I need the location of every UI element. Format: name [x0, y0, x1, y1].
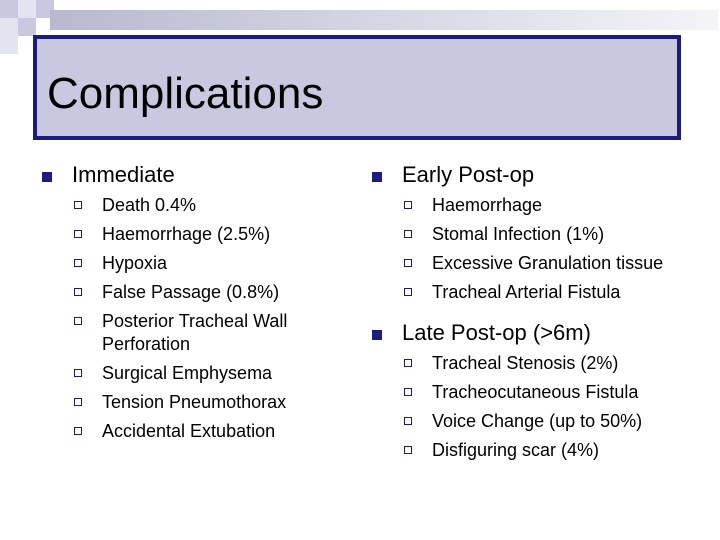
list-item — [70, 420, 340, 443]
filled-square-icon — [372, 330, 382, 340]
list-item-text: Disfiguring scar (4%) — [432, 440, 600, 460]
hollow-square-icon — [404, 359, 412, 367]
list-item — [70, 252, 340, 275]
list-item — [400, 223, 715, 246]
list-item-text: Haemorrhage — [432, 195, 543, 215]
list-item — [400, 194, 715, 217]
list-item-text: Hypoxia — [102, 253, 168, 273]
section-heading: Immediate — [72, 162, 175, 187]
list-item — [70, 194, 340, 217]
decorative-square — [0, 36, 18, 54]
list-item-text: Voice Change (up to 50%) — [432, 411, 643, 431]
hollow-square-icon — [404, 388, 412, 396]
decorative-square — [0, 0, 18, 18]
decorative-square — [0, 18, 18, 36]
hollow-square-icon — [404, 230, 412, 238]
list-item-text: False Passage (0.8%) — [102, 282, 280, 302]
list-item — [70, 391, 340, 414]
decorative-square — [18, 0, 36, 18]
list-item-text: Stomal Infection (1%) — [432, 224, 605, 244]
list-item-text: Tracheal Stenosis (2%) — [432, 353, 619, 373]
hollow-square-icon — [404, 417, 412, 425]
section-heading: Early Post-op — [402, 162, 535, 187]
column-right — [370, 160, 715, 468]
list-item — [400, 352, 715, 375]
decorative-square — [18, 18, 36, 36]
hollow-square-icon — [404, 446, 412, 454]
hollow-square-icon — [74, 317, 82, 325]
list-item-text: Death 0.4% — [102, 195, 197, 215]
section-heading: Late Post-op (>6m) — [402, 320, 591, 345]
list-item — [70, 310, 340, 356]
hollow-square-icon — [404, 288, 412, 296]
hollow-square-icon — [74, 398, 82, 406]
list-item — [400, 410, 715, 433]
list-item-text: Tracheal Arterial Fistula — [432, 282, 621, 302]
column-left — [40, 160, 340, 449]
list-item — [400, 252, 715, 275]
hollow-square-icon — [74, 369, 82, 377]
hollow-square-icon — [74, 288, 82, 296]
list-item — [400, 281, 715, 304]
hollow-square-icon — [74, 259, 82, 267]
section-early-post-op — [370, 160, 715, 190]
list-item — [70, 223, 340, 246]
hollow-square-icon — [74, 427, 82, 435]
list-item-text: Excessive Granulation tissue — [432, 253, 664, 273]
list-item-text: Accidental Extubation — [102, 421, 276, 441]
filled-square-icon — [372, 172, 382, 182]
list-item — [400, 439, 715, 462]
hollow-square-icon — [74, 201, 82, 209]
list-item — [70, 281, 340, 304]
hollow-square-icon — [404, 259, 412, 267]
slide-title: Complications — [47, 69, 324, 118]
hollow-square-icon — [404, 201, 412, 209]
list-item-text: Tension Pneumothorax — [102, 392, 287, 412]
list-item-text: Surgical Emphysema — [102, 363, 273, 383]
list-item-text: Tracheocutaneous Fistula — [432, 382, 639, 402]
bullet-list-immediate — [40, 194, 340, 443]
section-immediate — [40, 160, 340, 190]
list-item — [400, 381, 715, 404]
title-band — [33, 35, 681, 140]
section-late-post-op — [370, 318, 715, 348]
list-item — [70, 362, 340, 385]
bullet-list-late-post-op — [370, 352, 715, 462]
hollow-square-icon — [74, 230, 82, 238]
list-item-text: Haemorrhage (2.5%) — [102, 224, 271, 244]
list-item-text: Posterior Tracheal Wall Perforation — [102, 311, 288, 354]
top-gradient-strip — [50, 10, 718, 30]
bullet-list-early-post-op — [370, 194, 715, 304]
filled-square-icon — [42, 172, 52, 182]
